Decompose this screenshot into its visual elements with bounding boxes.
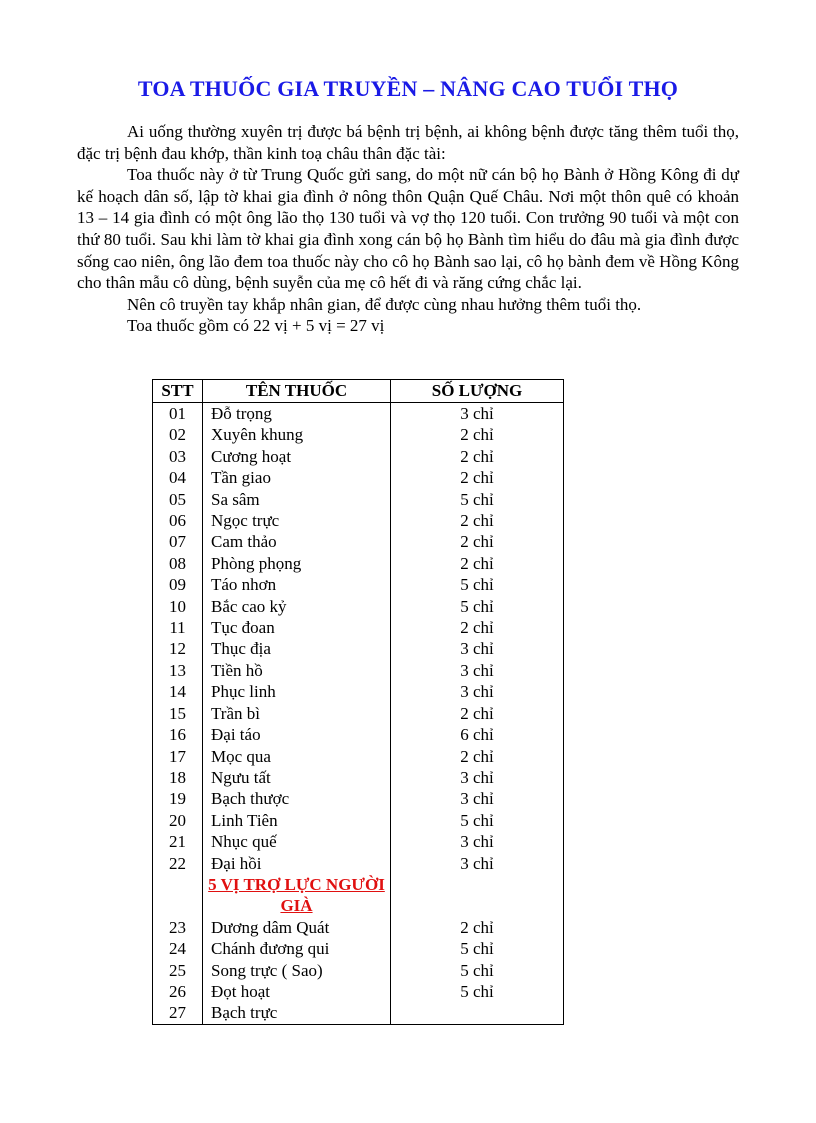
row-quantity: 5 chỉ	[391, 938, 564, 959]
row-medicine-name: Mọc qua	[203, 746, 391, 767]
row-quantity: 2 chỉ	[391, 553, 564, 574]
row-medicine-name: Thục địa	[203, 638, 391, 659]
table-row	[153, 638, 564, 659]
table-row	[153, 831, 564, 852]
row-stt: 09	[153, 574, 203, 595]
row-stt: 23	[153, 917, 203, 938]
table-row	[153, 938, 564, 959]
table-row	[153, 489, 564, 510]
table-row	[153, 424, 564, 445]
row-stt: 08	[153, 553, 203, 574]
row-medicine-name: Đại hồi	[203, 853, 391, 874]
row-medicine-name: Sa sâm	[203, 489, 391, 510]
row-stt: 16	[153, 724, 203, 745]
row-medicine-name: Bạch thược	[203, 788, 391, 809]
row-quantity: 2 chỉ	[391, 617, 564, 638]
row-quantity: 3 chỉ	[391, 660, 564, 681]
row-quantity: 2 chỉ	[391, 467, 564, 488]
section-label: 5 VỊ TRỢ LỰC NGƯỜI GIÀ	[203, 874, 391, 917]
row-medicine-name: Ngưu tất	[203, 767, 391, 788]
row-medicine-name: Tần giao	[203, 467, 391, 488]
row-medicine-name: Dương dâm Quát	[203, 917, 391, 938]
row-stt: 12	[153, 638, 203, 659]
table-row	[153, 767, 564, 788]
medicine-table	[152, 379, 564, 1025]
row-stt: 05	[153, 489, 203, 510]
table-header-row	[153, 380, 564, 403]
row-stt: 24	[153, 938, 203, 959]
table-body	[153, 403, 564, 1025]
row-medicine-name: Xuyên khung	[203, 424, 391, 445]
row-quantity: 5 chỉ	[391, 489, 564, 510]
table-row	[153, 574, 564, 595]
row-stt: 15	[153, 703, 203, 724]
row-medicine-name: Đỗ trọng	[203, 403, 391, 425]
section-empty-cell	[391, 874, 564, 917]
section-row	[153, 874, 564, 917]
row-quantity: 2 chỉ	[391, 424, 564, 445]
table-row	[153, 596, 564, 617]
row-quantity: 2 chỉ	[391, 703, 564, 724]
row-stt: 01	[153, 403, 203, 425]
row-stt: 20	[153, 810, 203, 831]
row-quantity: 2 chỉ	[391, 917, 564, 938]
row-stt: 06	[153, 510, 203, 531]
row-stt: 11	[153, 617, 203, 638]
table-row	[153, 531, 564, 552]
row-quantity: 3 chỉ	[391, 788, 564, 809]
row-stt: 27	[153, 1002, 203, 1024]
table-row	[153, 788, 564, 809]
table-row	[153, 510, 564, 531]
table-row	[153, 1002, 564, 1024]
section-empty-cell	[153, 874, 203, 917]
row-stt: 25	[153, 960, 203, 981]
table-row	[153, 724, 564, 745]
table-row	[153, 403, 564, 425]
row-quantity: 5 chỉ	[391, 596, 564, 617]
row-medicine-name: Nhục quế	[203, 831, 391, 852]
page-title: TOA THUỐC GIA TRUYỀN – NÂNG CAO TUỔI THỌ	[137, 76, 679, 101]
row-stt: 18	[153, 767, 203, 788]
row-medicine-name: Tiền hồ	[203, 660, 391, 681]
row-medicine-name: Phòng phọng	[203, 553, 391, 574]
table-row	[153, 960, 564, 981]
paragraph: Ai uống thường xuyên trị được bá bệnh trị bệnh, ai không bệnh được tăng thêm tuổi thọ, đặc trị bệnh đau khớp, thần kinh toạ châu thân đặc tài:	[77, 122, 739, 163]
row-medicine-name: Chánh đương qui	[203, 938, 391, 959]
table-row	[153, 681, 564, 702]
row-stt: 26	[153, 981, 203, 1002]
row-quantity: 3 chỉ	[391, 638, 564, 659]
table-row	[153, 467, 564, 488]
row-stt: 19	[153, 788, 203, 809]
row-quantity: 2 chỉ	[391, 531, 564, 552]
row-quantity: 3 chỉ	[391, 853, 564, 874]
header-name: TÊN THUỐC	[203, 380, 391, 403]
header-quantity: SỐ LƯỢNG	[391, 380, 564, 403]
row-medicine-name: Đọt hoạt	[203, 981, 391, 1002]
row-stt: 21	[153, 831, 203, 852]
header-stt: STT	[153, 380, 203, 403]
row-medicine-name: Tục đoan	[203, 617, 391, 638]
row-medicine-name: Song trực ( Sao)	[203, 960, 391, 981]
row-quantity: 3 chỉ	[391, 767, 564, 788]
table-row	[153, 810, 564, 831]
row-medicine-name: Trần bì	[203, 703, 391, 724]
row-medicine-name: Phục linh	[203, 681, 391, 702]
row-quantity: 5 chỉ	[391, 574, 564, 595]
row-quantity: 5 chỉ	[391, 810, 564, 831]
table-row	[153, 553, 564, 574]
table-row	[153, 660, 564, 681]
row-quantity: 2 chỉ	[391, 746, 564, 767]
row-stt: 14	[153, 681, 203, 702]
row-quantity: 3 chỉ	[391, 681, 564, 702]
row-quantity: 2 chỉ	[391, 446, 564, 467]
paragraph: Nên cô truyền tay khắp nhân gian, để được cùng nhau hưởng thêm tuổi thọ.	[127, 294, 642, 314]
row-quantity: 5 chỉ	[391, 981, 564, 1002]
table-row	[153, 617, 564, 638]
row-quantity: 3 chỉ	[391, 403, 564, 425]
row-stt: 13	[153, 660, 203, 681]
table-row	[153, 746, 564, 767]
row-stt: 02	[153, 424, 203, 445]
row-stt: 03	[153, 446, 203, 467]
paragraph: Toa thuốc gồm có 22 vị + 5 vị = 27 vị	[127, 316, 385, 336]
table-row	[153, 981, 564, 1002]
intro-text	[77, 121, 739, 337]
row-medicine-name: Cương hoạt	[203, 446, 391, 467]
row-quantity: 5 chỉ	[391, 960, 564, 981]
row-stt: 17	[153, 746, 203, 767]
table-row	[153, 703, 564, 724]
row-stt: 04	[153, 467, 203, 488]
row-quantity	[391, 1002, 564, 1024]
row-medicine-name: Bạch trực	[203, 1002, 391, 1024]
row-stt: 22	[153, 853, 203, 874]
table-row	[153, 446, 564, 467]
row-quantity: 2 chỉ	[391, 510, 564, 531]
paragraph: Toa thuốc này ở từ Trung Quốc gửi sang, do một nữ cán bộ họ Bành ở Hồng Kông đi dự kế hoạch dân số, lập tờ khai gia đình ở nông thôn Quận Quế Châu. Nơi một thôn quê có khoản 13 – 14 gia đình có một ông lão thọ 130 tuổi và vợ thọ 120 tuổi. Con trưởng 90 tuổi và một con thứ 80 tuổi. Sau khi làm tờ khai gia đình xong cán bộ họ Bành tìm hiểu do đâu mà gia đình được sống cao niên, ông lão đem toa thuốc này cho cô họ Bành sao lại, cô họ bành đem về Hồng Kông cho thân mẫu cô dùng, bệnh suyễn của mẹ cô hết đi và răng cứng chắc lại.	[77, 165, 739, 293]
row-medicine-name: Táo nhơn	[203, 574, 391, 595]
row-medicine-name: Đại táo	[203, 724, 391, 745]
row-medicine-name: Linh Tiên	[203, 810, 391, 831]
row-stt: 07	[153, 531, 203, 552]
row-quantity: 3 chỉ	[391, 831, 564, 852]
row-quantity: 6 chỉ	[391, 724, 564, 745]
table-row	[153, 917, 564, 938]
row-medicine-name: Bắc cao kỷ	[203, 596, 391, 617]
row-stt: 10	[153, 596, 203, 617]
row-medicine-name: Ngọc trực	[203, 510, 391, 531]
table-row	[153, 853, 564, 874]
row-medicine-name: Cam thảo	[203, 531, 391, 552]
